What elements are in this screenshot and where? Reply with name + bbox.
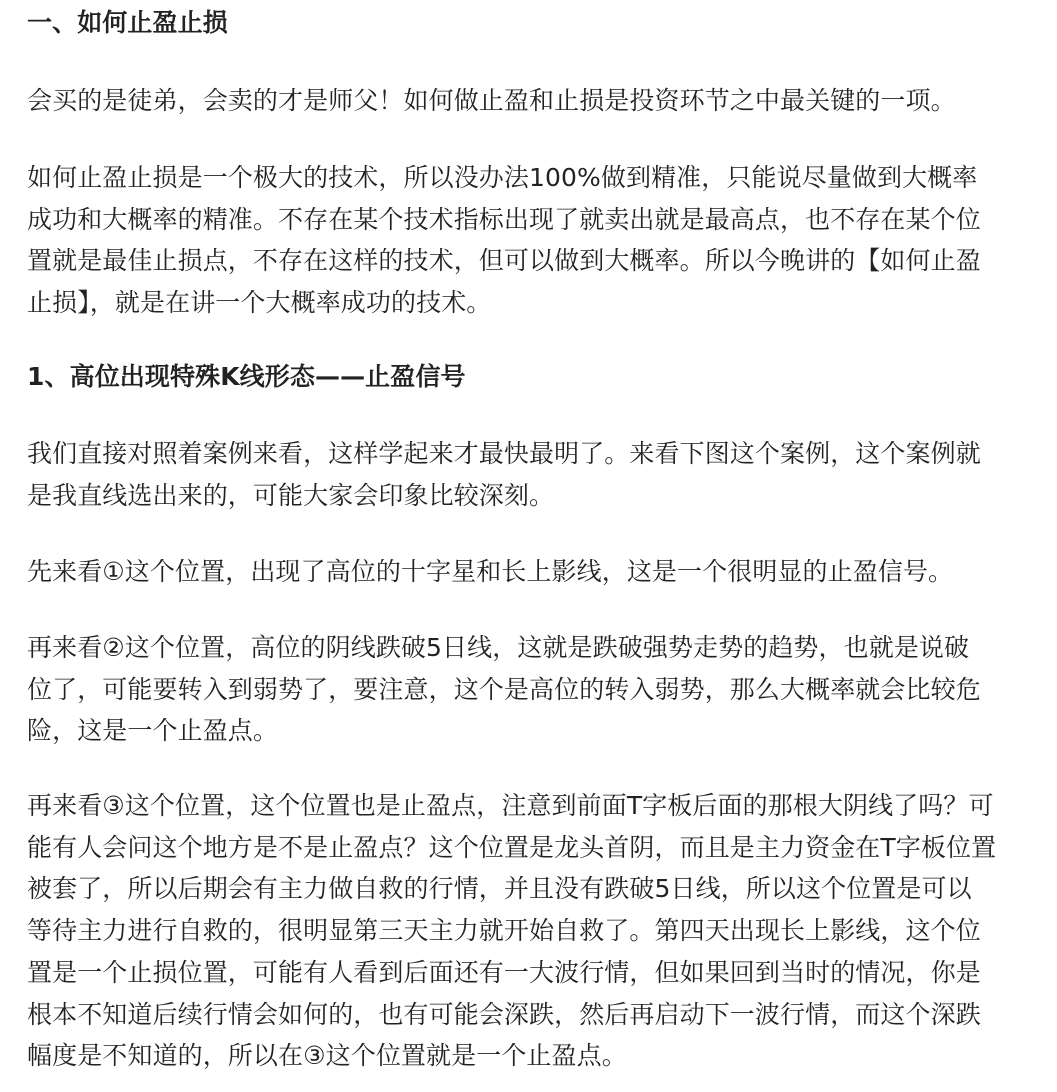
point1-paragraph: 先来看①这个位置，出现了高位的十字星和长上影线，这是一个很明显的止盈信号。	[27, 557, 954, 586]
concept-paragraph: 如何止盈止损是一个极大的技术，所以没办法100%做到精准，只能说尽量做到大概率 成功和大概率的精准。不存在某个技术指标出现了就卖出就是最高点，也不存在某个位 置就是最佳止损点，不存在这样的技术，但可以做到大概率。所以今晚讲的【如何止盈 止损】，就是在讲一个大概率成功的技术。	[27, 163, 981, 318]
point2-paragraph: 再来看②这个位置，高位的阴线跌破5日线，这就是跌破强势走势的趋势，也就是说破 位了，可能要转入到弱势了，要注意，这个是高位的转入弱势，那么大概率就会比较危 险，这是一个止盈点。	[27, 633, 981, 746]
section-heading: 1、高位出现特殊K线形态——止盈信号	[27, 362, 466, 391]
main-heading: 一、如何止盈止损	[27, 8, 228, 37]
point3-paragraph: 再来看③这个位置，这个位置也是止盈点，注意到前面T字板后面的那根大阴线了吗？可 能有人会问这个地方是不是止盈点？这个位置是龙头首阴，而且是主力资金在T字板位置 被套了，所以后期会有主力做自救的行情，并且没有跌破5日线，所以这个位置是可以 等待主力进行自救的，很明显第三天主力就开始自救了。第四天出现长上影线，这个位 置是一个止损位置，可能有人看到后面还有一大波行情，但如果回到当时的情况，你是 根本不知道后续行情会如何的，也有可能会深跌，然后再启动下一波行情，而这个深跌 幅度是不知道的，所以在③这个位置就是一个止盈点。	[27, 791, 997, 1071]
intro-paragraph: 会买的是徒弟，会卖的才是师父！如何做止盈和止损是投资环节之中最关键的一项。	[27, 86, 956, 115]
case-paragraph: 我们直接对照着案例来看，这样学起来才最快最明了。来看下图这个案例，这个案例就 是我直线选出来的，可能大家会印象比较深刻。	[27, 439, 981, 510]
